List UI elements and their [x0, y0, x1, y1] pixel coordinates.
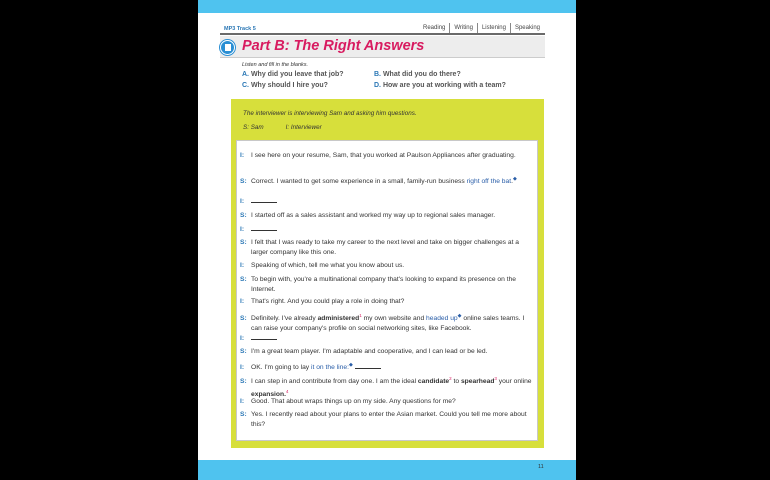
dialogue-line: S: To begin with, you're a multinational company that's looking to expand its presence on the Internet. — [240, 276, 517, 293]
dialogue-line: S: Definitely. I've already administered$^1$ my own website and headed up◆ online sales teams. I can raise your company's profile on social networking sites, like Facebook. — [240, 313, 525, 332]
bottom-color-band — [198, 460, 576, 480]
vocab-word: candidate — [417, 378, 450, 386]
dialogue-line: I: Good. That about wraps things up on my side. Any questions for me? — [240, 398, 456, 405]
dialogue-line: S: Correct. I wanted to get some experience in a small, family-run business right off the bat.◆ — [240, 176, 517, 186]
page-title: Part B: The Right Answers — [242, 38, 425, 54]
idiom-phrase: headed up — [426, 315, 458, 323]
dialogue-line: I: — [251, 225, 536, 235]
dialogue-line: I: — [251, 334, 536, 344]
dialogue-line: I: Speaking of which, tell me what you know about us. — [240, 262, 405, 269]
role-sam: S: Sam — [243, 124, 264, 131]
role-interviewer: I: Interviewer — [285, 124, 322, 131]
page-number: 11 — [538, 464, 544, 470]
dialogue-line: S: Yes. I recently read about your plans to enter the Asian market. Could you tell me more about this? — [240, 411, 527, 428]
option-c: C. Why should I hire you? — [242, 82, 328, 89]
dialogue-intro: The interviewer is interviewing Sam and asking him questions. — [243, 110, 417, 117]
dialogue-line: I: That's right. And you could play a role in doing that? — [240, 298, 405, 305]
star-marker: ◆ — [457, 313, 462, 319]
dialogue-line: S: I started off as a sales assistant and worked my way up to regional sales manager. — [240, 212, 496, 219]
textbook-page — [198, 0, 576, 480]
dialogue-line: I: — [251, 197, 536, 207]
dialogue-line: S: I can step in and contribute from day one. I am the ideal candidate$^2$ to spearhead$^3$ your online expansion.$^4$ — [240, 376, 532, 398]
answer-blank[interactable] — [251, 334, 277, 340]
tab-listening: Listening — [477, 23, 510, 33]
skill-tabs — [419, 23, 544, 33]
dialogue-line: S: I felt that I was ready to take my career to the next level and take on bigger challenges at a larger company like this one. — [240, 239, 520, 256]
option-a: A. Why did you leave that job? — [242, 71, 344, 78]
instruction-text: Listen and fill in the blanks. — [242, 62, 309, 68]
idiom-phrase: it on the line: — [311, 364, 349, 372]
header-divider — [220, 33, 545, 35]
vocab-word: spearhead — [460, 378, 495, 386]
top-color-band — [198, 0, 576, 13]
dialogue-line: S: I'm a great team player. I'm adaptable and cooperative, and I can lead or be led. — [240, 348, 488, 355]
tab-writing: Writing — [449, 23, 477, 33]
vocab-word: administered — [317, 315, 360, 323]
idiom-phrase: right off the bat — [466, 178, 512, 186]
option-d: D. How are you at working with a team? — [374, 82, 506, 89]
mp3-track-label: MP3 Track 5 — [224, 26, 256, 32]
dialogue-line: I: I see here on your resume, Sam, that you worked at Paulson Appliances after graduating. — [240, 152, 516, 159]
tab-speaking: Speaking — [510, 23, 544, 33]
answer-blank[interactable] — [251, 197, 277, 203]
vocab-word: expansion. — [251, 390, 286, 398]
star-marker: ◆ — [512, 176, 517, 182]
answer-blank[interactable] — [355, 363, 381, 369]
option-b: B. What did you do there? — [374, 71, 461, 78]
star-marker: ◆ — [348, 362, 353, 368]
answer-blank[interactable] — [251, 225, 277, 231]
audio-track-icon — [220, 40, 235, 55]
speaker-key — [243, 124, 322, 131]
dialogue-line: I: OK. I'm going to lay it on the line:◆ — [251, 361, 536, 373]
tab-reading: Reading — [423, 25, 446, 31]
